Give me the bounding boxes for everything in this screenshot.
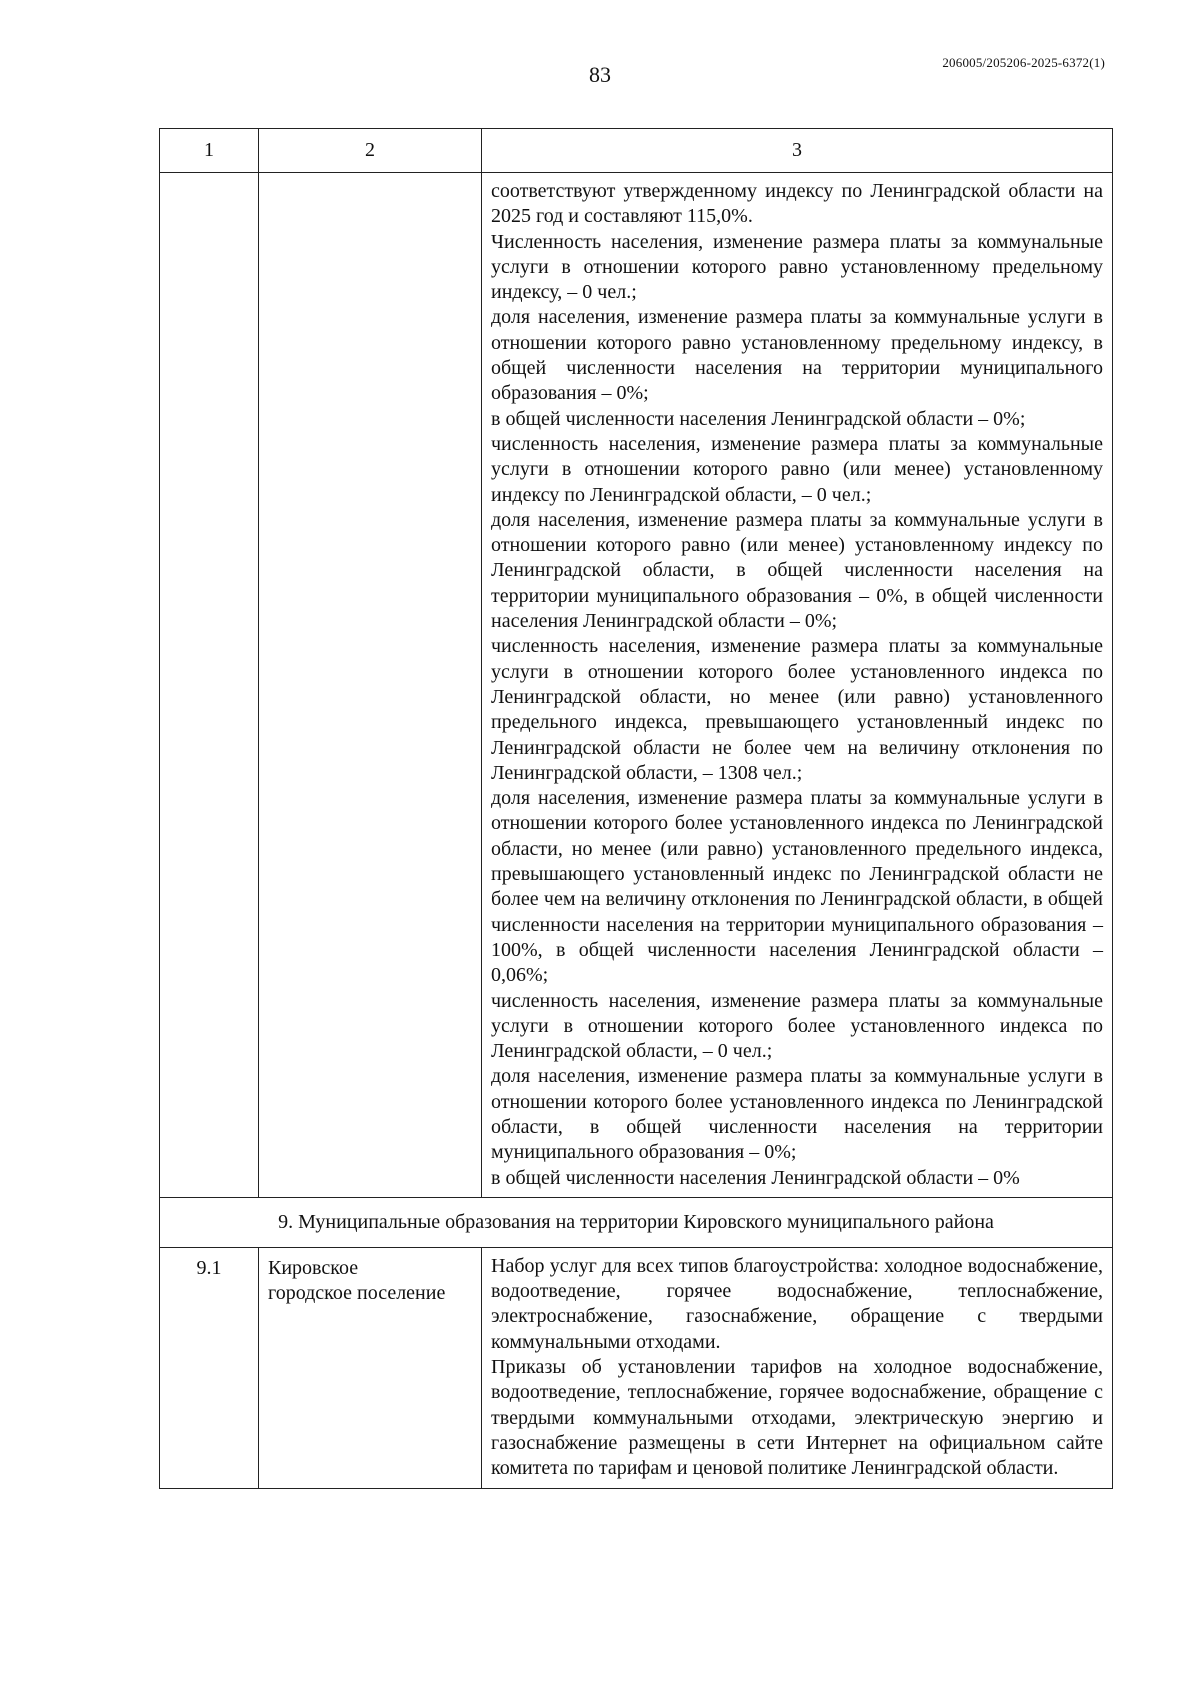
paragraph: Набор услуг для всех типов благоустройства: холодное водоснабжение, водоотведение, горячее водоснабжение, теплоснабжение, электроснабжение, газоснабжение, обращение с твердыми коммунальными отходами. [491, 1254, 1103, 1353]
continuation-col-2 [259, 173, 482, 1198]
paragraph: в общей численности населения Ленинградской области – 0%; [491, 407, 1026, 430]
row-number: 9.1 [160, 1247, 259, 1488]
paragraph: численность населения, изменение размера платы за коммунальные услуги в отношении которого более установленного индекса по Ленинградской области, но менее (или равно) установленного предельного индекса, превышающего установленный индекс по Ленинградской области не более чем на величину отклонения по Ленинградской области, – 1308 чел.; [491, 635, 1103, 784]
table-row-9-1 [160, 1247, 1113, 1488]
paragraph: Численность населения, изменение размера платы за коммунальные услуги в отношении которого равно установленному предельному индексу, – 0 чел.; [491, 230, 1103, 304]
document-code: 206005/205206-2025-6372(1) [942, 55, 1105, 70]
page-number: 83 [589, 62, 611, 87]
municipality-name-line: Кировское [268, 1256, 359, 1279]
continuation-row [160, 173, 1113, 1198]
paragraph: доля населения, изменение размера платы за коммунальные услуги в отношении которого более установленного индекса по Ленинградской области, но менее (или равно) установленного предельного индекса, превышающего установленный индекс по Ленинградской области не более чем на величину отклонения по Ленинградской области, в общей численности населения на территории муниципального образования – 100%, в общей численности населения Ленинградской области – 0,06%; [491, 787, 1103, 987]
table-header-row [160, 129, 1113, 173]
continuation-col-1 [160, 173, 259, 1198]
municipality-name [259, 1247, 482, 1488]
section-row [160, 1197, 1113, 1247]
paragraph: доля населения, изменение размера платы за коммунальные услуги в отношении которого равно установленному предельному индексу, в общей численности населения на территории муниципального образования – 0%; [491, 306, 1103, 405]
paragraph: доля населения, изменение размера платы за коммунальные услуги в отношении которого равно (или менее) установленному индексу по Ленинградской области, в общей численности населения на территории муниципального образования – 0%, в общей численности населения Ленинградской области – 0%; [491, 508, 1103, 633]
paragraph: соответствуют утвержденному индексу по Ленинградской области на 2025 год и составляют 115,0%. [491, 180, 1103, 228]
paragraph: доля населения, изменение размера платы за коммунальные услуги в отношении которого более установленного индекса по Ленинградской области, в общей численности населения на территории муниципального образования – 0%; [491, 1065, 1103, 1164]
paragraph: Приказы об установлении тарифов на холодное водоснабжение, водоотведение, теплоснабжение, горячее водоснабжение, обращение с твердыми коммунальными отходами, электрическую энергию и газоснабжение размещены в сети Интернет на официальном сайте комитета по тарифам и ценовой политике Ленинградской области. [491, 1356, 1103, 1480]
paragraph: численность населения, изменение размера платы за коммунальные услуги в отношении которого равно (или менее) установленному индексу по Ленинградской области, – 0 чел.; [491, 432, 1103, 506]
row-9-1-text-cell [482, 1247, 1113, 1488]
paragraph: численность населения, изменение размера платы за коммунальные услуги в отношении которого более установленного индекса по Ленинградской области, – 0 чел.; [491, 989, 1103, 1063]
header-col-2: 2 [259, 129, 482, 173]
municipality-name-line: городское поселение [268, 1282, 446, 1305]
continuation-text-cell [482, 173, 1113, 1198]
header-col-1: 1 [160, 129, 259, 173]
data-table [159, 128, 1113, 1489]
paragraph: в общей численности населения Ленинградской области – 0% [491, 1166, 1020, 1189]
section-title: 9. Муниципальные образования на территории Кировского муниципального района [160, 1197, 1113, 1247]
header-col-3: 3 [482, 129, 1113, 173]
